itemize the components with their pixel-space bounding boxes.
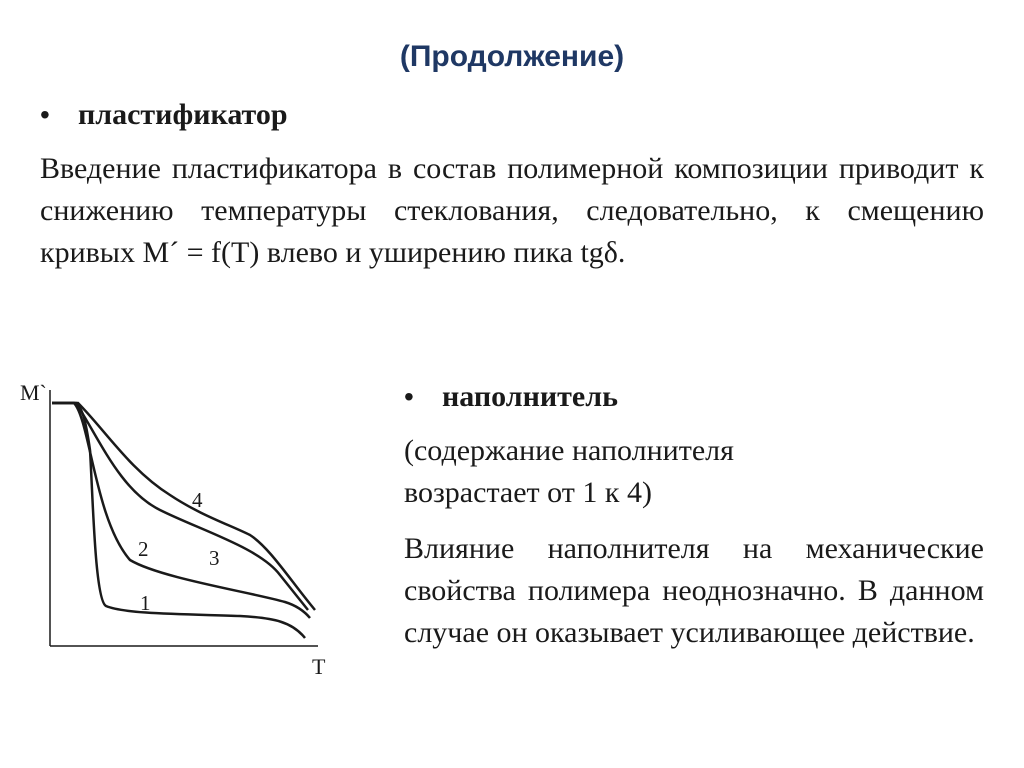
curve-label-4: 4 [192, 488, 203, 512]
curve-label-1: 1 [140, 591, 151, 615]
bullet-plasticizer-heading: пластификатор [78, 98, 288, 131]
x-axis-label: T [312, 654, 326, 679]
curve-2 [52, 403, 310, 618]
plasticizer-description: Введение пластификатора в состав полимерной композиции приводит к снижению температуры стеклования, следовательно, к смещению кривых M´ = f(T) влево и уширению пика tgδ. [40, 152, 984, 269]
y-axis-label: M` [20, 380, 47, 405]
slide-title: (Продолжение) [399, 40, 625, 73]
bullet-marker: • [404, 381, 414, 412]
curve-label-2: 2 [138, 537, 149, 561]
filler-description: Влияние наполнителя на механические свойства полимера неоднозначно. В данном случае он оказывает усиливающее действие. [404, 532, 984, 649]
curve-1 [52, 403, 305, 638]
curve-label-3: 3 [209, 546, 220, 570]
bullet-marker: • [40, 99, 50, 130]
bullet-filler [404, 380, 618, 414]
bullet-filler-heading: наполнитель [442, 380, 618, 413]
filler-note: (содержание наполнителя возрастает от 1 к 4) [404, 434, 734, 509]
